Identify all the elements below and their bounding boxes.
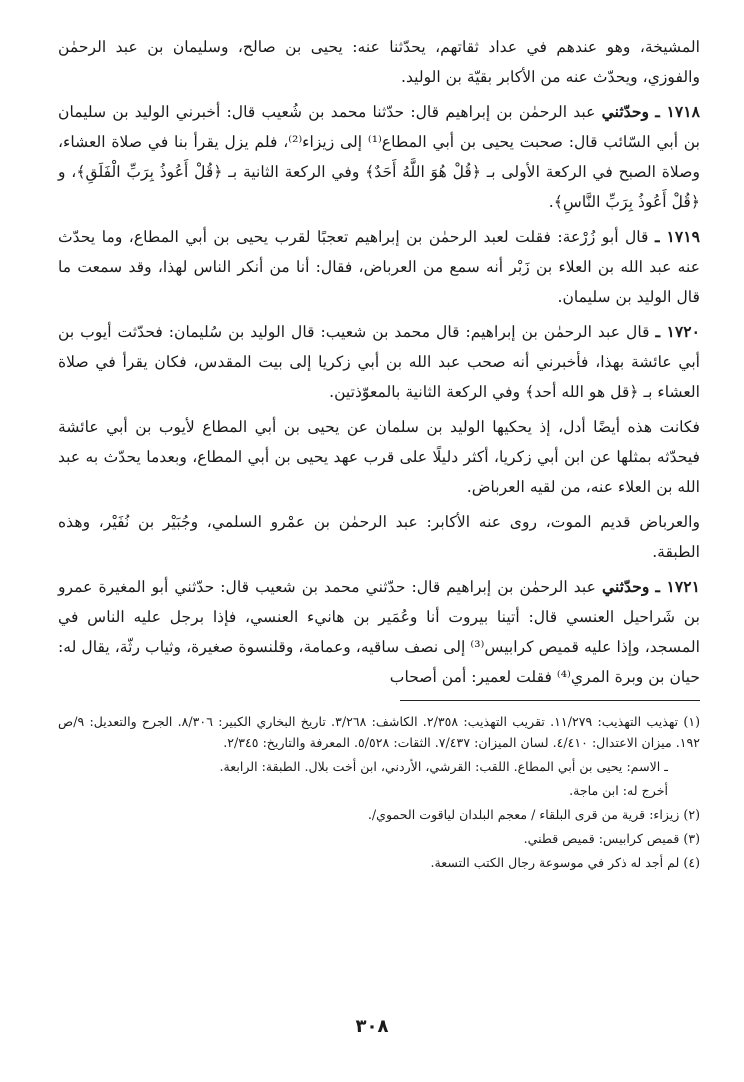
footnote-divider — [400, 700, 700, 701]
hadith-text: قال أبو زُرْعة: فقلت لعبد الرحمٰن بن إبراهيم تعجبًا لقرب يحيى بن أبي المطاع، وما يحدّث عنه عبد الله بن العلاء بن زَبْر أنه سمع من العرباض، فقال: أنا من أنكر الناس لهذا، وقد سمعت ما قال الوليد بن سليمان. — [58, 228, 700, 306]
footnote-4: (٤) لم أجد له ذكر في موسوعة رجال الكتب التسعة. — [430, 855, 700, 870]
hadith-text: قال عبد الرحمٰن بن إبراهيم: قال محمد بن شعيب: قال الوليد بن سُليمان: فحدّثت أيوب بن أبي عائشة بهذا، فأخبرني أنه صحب عبد الله بن أبي زكريا إلى بيت المقدس، فكان يقرأ في صلاة العشاء بـ ﴿قل هو الله أحد﴾ وفي الركعة الثانية بالمعوّذتين. — [58, 323, 700, 401]
hadith-text: عبد الرحمٰن بن إبراهيم قال: حدّثني محمد بن شعيب قال: حدّثني أبو المغيرة عمرو بن شَراحيل العنسي قال: أتينا بيروت أنا وعُمَير بن هانيء العنسي، فإذا برجل عليه الناس في المسجد، وإذا عليه قميص كرابيس⁽³⁾ إلى نصف ساقيه، وعمامة، وقلنسوة صغيرة، وثياب رثّة، يقال له: حيان بن وبرة المري⁽⁴⁾ فقلت لعمير: أمن أصحاب — [58, 578, 700, 686]
hadith-1721 — [58, 572, 700, 692]
footnotes — [58, 711, 700, 873]
hadith-text: عبد الرحمٰن بن إبراهيم قال: حدّثنا محمد بن شُعيب قال: أخبرني الوليد بن سليمان بن أبي السّائب قال: صحبت يحيى بن أبي المطاع⁽¹⁾ إلى زيزاء⁽²⁾، فلم يزل يقرأ بنا في صلاة العشاء، وصلاة الصبح في الركعة الأولى بـ ﴿قُلْ هُوَ اللَّهُ أَحَدٌ﴾ وفي الركعة الثانية بـ ﴿قُلْ أَعُوذُ بِرَبِّ الْفَلَقِ﴾، و ﴿قُلْ أَعُوذُ بِرَبِّ النَّاسِ﴾. — [58, 103, 701, 211]
hadith-number: ١٧١٨ ـ — [655, 102, 700, 121]
footnote-3: (٣) قميص كرابيس: قميص قطني. — [523, 831, 700, 846]
paragraph-kanat: فكانت هذه أيضًا أدل، إذ يحكيها الوليد بن سلمان عن يحيى بن أبي المطاع لأيوب بن أبي عائشة فيحدّثه بمثلها عن ابن أبي زكريا، أكثر دليلًا على قرب عهد يحيى بن أبي المطاع، وبعدما يحدّث به عبد الله بن العلاء عنه، من لقيه العرباض. — [58, 418, 700, 496]
footnote-1-name: ـ الاسم: يحيى بن أبي المطاع. اللقب: القرشي، الأردني، ابن أخت بلال. الطبقة: الرابعة. — [219, 759, 668, 774]
page-content — [58, 32, 700, 876]
paragraph-irbad: والعرباض قديم الموت، روى عنه الأكابر: عبد الرحمٰن بن عمْرو السلمي، وجُبَيْر بن نُفَيْر، وهذه الطبقة. — [58, 513, 700, 561]
paragraph-intro: المشيخة، وهو عندهم في عداد ثقاتهم، يحدّثنا عنه: يحيى بن صالح، وسليمان بن عبد الرحمٰن والفوزي، ويحدّث عنه من الأكابر بقيّة بن الوليد. — [58, 38, 700, 86]
hadith-1720 — [58, 317, 700, 407]
page-number: ٣٠٨ — [355, 1016, 389, 1037]
footnote-2: (٢) زيزاء: قرية من قرى البلقاء / معجم البلدان لياقوت الحموي/. — [367, 807, 700, 822]
hadith-number: ١٧٢٠ ـ — [655, 322, 701, 341]
footnote-1-reporters: أخرج له: ابن ماجة. — [569, 783, 668, 798]
hadith-1719 — [58, 222, 700, 312]
hadith-number: ١٧٢١ ـ — [655, 577, 700, 596]
hadith-1718 — [58, 97, 700, 217]
hadith-number: ١٧١٩ ـ — [654, 227, 700, 246]
hadith-keyword: وحدّثني — [601, 577, 650, 596]
footnote-1: (١) تهذيب التهذيب: ١١/٢٧٩. تقريب التهذيب: ٢/٣٥٨. الكاشف: ٣/٢٦٨. تاريخ البخاري الكبير: ٨/٣٠٦. الجرح والتعديل: ٩/ص ١٩٢. ميزان الاعتدال: ٤/٤١٠. لسان الميزان: ٧/٤٣٧. الثقات: ٥/٥٢٨. المعرفة والتاريخ: ٢/٣٤٥. — [58, 714, 700, 750]
hadith-keyword: وحدّثني — [601, 102, 650, 121]
